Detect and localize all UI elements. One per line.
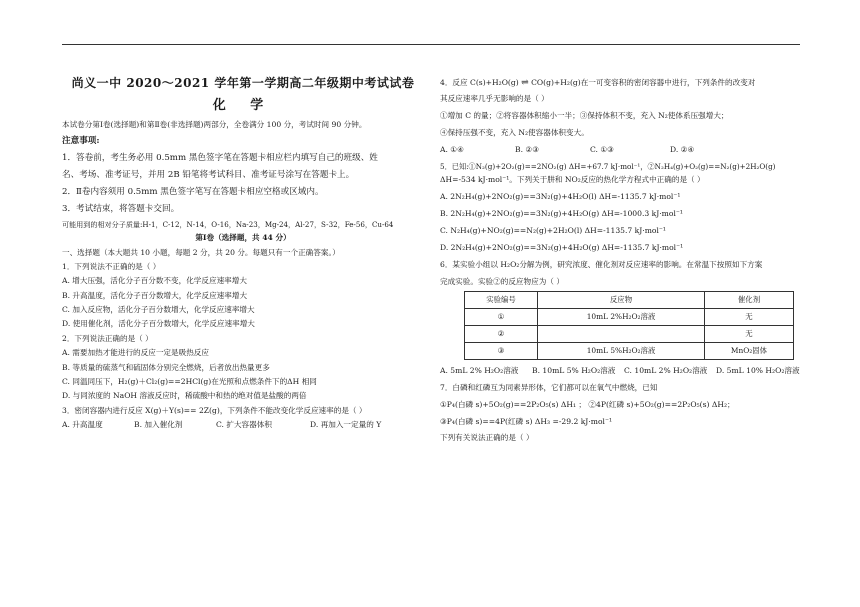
section1-heading: 一、选择题（本大题共 10 小题，每题 2 分，共 20 分。每题只有一个正确答案。） <box>62 247 340 257</box>
q2-option-a: A. 需要加热才能进行的反应一定是吸热反应 <box>62 348 209 358</box>
q3-option-d: D. 再加入一定量的 Y <box>310 420 382 429</box>
table-cell: 无 <box>705 309 794 326</box>
right-column <box>440 78 800 448</box>
q6-option-d: D. 5mL 10% H₂O₂溶液 <box>716 366 800 375</box>
q2-stem: 2．下列说法正确的是（ ） <box>62 333 153 343</box>
q4-conditions-1: ①增加 C 的量；②将容器体积缩小一半；③保持体积不变，充入 N₂使体系压强增大； <box>440 111 729 121</box>
table-cell: ① <box>465 309 538 326</box>
q2-option-c: C. 同温同压下，H₂(g)＋Cl₂(g)==2HCl(g)在光照和点燃条件下的ΔH 相同 <box>62 376 317 386</box>
notice-1b: 名、考场、准考证号，并用 2B 铅笔将考试科目、准考证号涂写在答题卡上。 <box>62 169 355 180</box>
q6-options <box>440 366 800 376</box>
table-row <box>465 343 794 360</box>
q3-option-b: B. 加入催化剂 <box>134 420 183 429</box>
table-cell: 10mL 2%H₂O₂溶液 <box>538 309 705 326</box>
q4-stem-b: CO(g)+H₂(g)在一可变容积的密闭容器中进行，下列条件的改变对 <box>531 78 756 87</box>
notice-3: 3．考试结束，将答题卡交回。 <box>62 203 180 214</box>
q2-option-d: D. 与同浓度的 NaOH 溶液反应时，稀硫酸中和热的绝对值是盐酸的两倍 <box>62 391 307 401</box>
notice-2: 2．Ⅱ卷内容须用 0.5mm 黑色签字笔写在答题卡相应空格或区域内。 <box>62 186 324 197</box>
q2-option-b: B. 等质量的硫蒸气和硫固体分别完全燃烧，后者放出热量更多 <box>62 362 270 372</box>
q4-options <box>440 145 800 155</box>
q6-option-b: B. 10mL 5% H₂O₂溶液 <box>532 366 616 375</box>
notice-1a: 1．答卷前，考生务必用 0.5mm 黑色签字笔在答题卡相应栏内填写自己的班级、姓 <box>62 152 378 163</box>
subject-title: 化 学 <box>212 97 274 113</box>
q4-stem-a: 4．反应 C(s)+H₂O(g) <box>440 78 519 87</box>
q4-conditions-2: ④保持压强不变，充入 N₂使容器体积变大。 <box>440 127 589 137</box>
q3-stem: 3．密闭容器内进行反应 X(g)＋Y(s)== 2Z(g)，下列条件不能改变化学反应速率的是（ ） <box>62 405 367 415</box>
q7-equation-3: ③P₄(白磷 s)==4P(红磷 s) ΔH₃ =-29.2 kJ·mol⁻¹ <box>440 416 613 426</box>
table-row <box>465 309 794 326</box>
q3-options <box>62 420 424 430</box>
table-header-cell: 催化剂 <box>705 292 794 309</box>
q6-option-c: C. 10mL 2% H₂O₂溶液 <box>624 366 708 375</box>
q3-option-c: C. 扩大容器体积 <box>216 420 272 429</box>
table-cell: 10mL 5%H₂O₂溶液 <box>538 343 705 360</box>
q1-option-b: B. 升高温度，活化分子百分数增大，化学反应速率增大 <box>62 290 248 300</box>
q4-option-a: A. ①④ <box>440 144 464 154</box>
table-header-row <box>465 292 794 309</box>
q6-stem-a: 6．某实验小组以 H₂O₂分解为例，研究浓度、催化剂对反应速率的影响。在常温下按照如下方案 <box>440 259 763 269</box>
q5-option-b: B. 2N₂H₄(g)+2NO₂(g)==3N₂(g)+4H₂O(g) ΔH=-1000.3 kJ·mol⁻¹ <box>440 209 683 219</box>
table-cell <box>538 326 705 343</box>
exam-title: 尚义一中 2020～2021 学年第一学期高二年级期中考试试卷 <box>71 76 415 90</box>
left-column <box>62 70 424 434</box>
exam-intro: 本试卷分第Ⅰ卷(选择题)和第Ⅱ卷(非选择题)两部分，全卷满分 100 分，考试时间 90 分钟。 <box>62 120 367 130</box>
table-header-cell: 实验编号 <box>465 292 538 309</box>
q6-stem-b: 完成实验。实验②的反应物应为（ ） <box>440 276 564 286</box>
header-rule <box>62 44 800 45</box>
q4-stem-c: 其反应速率几乎无影响的是（ ） <box>440 94 549 104</box>
atomic-mass-line: 可能用到的相对分子质量:H-1，C-12，N-14，O-16，Na-23，Mg-24，Al-27，S-32，Fe-56，Cu-64 <box>62 219 394 229</box>
q5-option-c: C. N₂H₄(g)+NO₂(g)==N₂(g)+2H₂O(l) ΔH=-1135.7 kJ·mol⁻¹ <box>440 226 666 236</box>
table-cell: ③ <box>465 343 538 360</box>
q4-stem-line1 <box>440 78 800 90</box>
q4-option-d: D. ②④ <box>670 144 695 154</box>
q5-stem-a: 5．已知:①N₂(g)+2O₂(g)==2NO₂(g) ΔH=+67.7 kJ·mol⁻¹，②N₂H₄(g)+O₂(g)==N₂(g)+2H₂O(g) <box>440 161 776 171</box>
q3-option-a: A. 升高温度 <box>62 420 103 429</box>
q4-option-c: C. ①③ <box>590 144 614 154</box>
q7-equation-1-2: ①P₄(白磷 s)+5O₂(g)==2P₂O₅(s) ΔH₁ ； ②4P(红磷 s)+5O₂(g)==2P₂O₅(s) ΔH₂； <box>440 399 735 409</box>
part1-heading: 第Ⅰ卷（选择题，共 44 分） <box>195 233 291 243</box>
q1-option-c: C. 加入反应物，活化分子百分数增大，化学反应速率增大 <box>62 305 255 315</box>
table-row <box>465 326 794 343</box>
q7-ask: 下列有关说法正确的是（ ） <box>440 433 534 443</box>
notice-title: 注意事项: <box>62 135 100 146</box>
q1-stem: 1．下列说法不正确的是（ ） <box>62 262 161 272</box>
table-cell: 无 <box>705 326 794 343</box>
q6-option-a: A. 5mL 2% H₂O₂溶液 <box>440 366 519 375</box>
q5-stem-b: ΔH=-534 kJ·mol⁻¹。下列关于肼和 NO₂反应的热化学方程式中正确的是（ ） <box>440 175 705 185</box>
q4-option-b: B. ②③ <box>515 144 540 154</box>
q5-option-d: D. 2N₂H₄(g)+2NO₂(g)==3N₂(g)+4H₂O(g) ΔH=-1135.7 kJ·mol⁻¹ <box>440 242 684 252</box>
reversible-arrow-icon: ⇌ <box>521 78 529 88</box>
q7-stem: 7．白磷和红磷互为同素异形体，它们都可以在氧气中燃烧，已知 <box>440 382 658 392</box>
q1-option-a: A. 增大压强，活化分子百分数不变，化学反应速率增大 <box>62 276 247 286</box>
table-cell: MnO₂固体 <box>705 343 794 360</box>
table-cell: ② <box>465 326 538 343</box>
experiment-table <box>464 291 794 360</box>
q1-option-d: D. 使用催化剂，活化分子百分数增大，化学反应速率增大 <box>62 319 255 329</box>
q5-option-a: A. 2N₂H₄(g)+2NO₂(g)==3N₂(g)+4H₂O(l) ΔH=-1135.7 kJ·mol⁻¹ <box>440 192 681 202</box>
table-header-cell: 反应物 <box>538 292 705 309</box>
